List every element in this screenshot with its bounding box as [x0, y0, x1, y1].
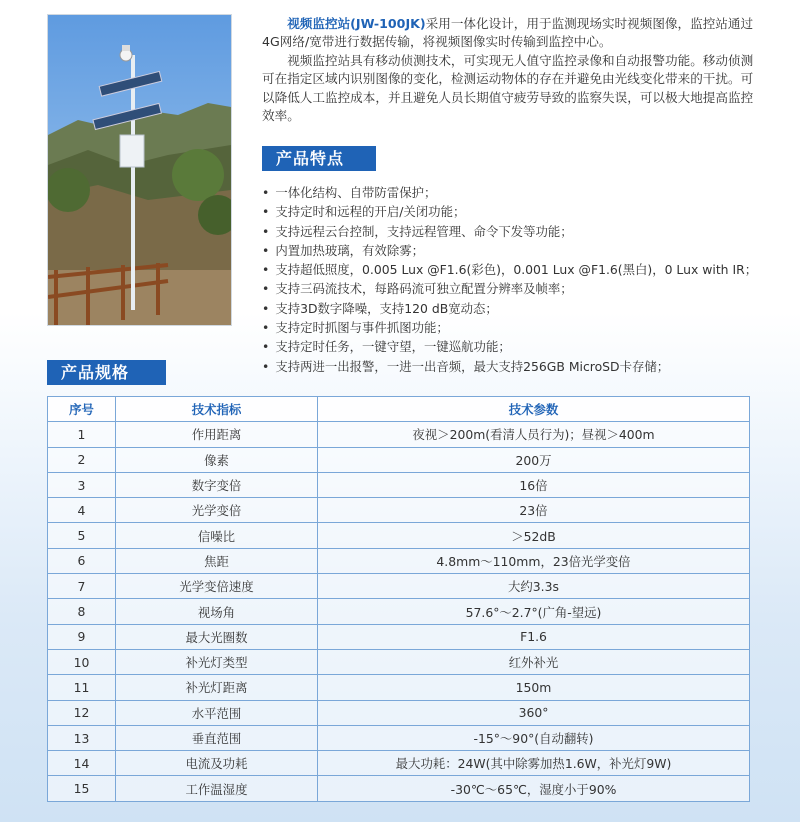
cell-indicator: 水平范围 — [116, 700, 318, 725]
feature-list — [262, 183, 782, 376]
cell-parameter: 红外补光 — [318, 649, 750, 674]
cell-index: 7 — [48, 574, 116, 599]
cell-indicator: 电流及功耗 — [116, 751, 318, 776]
table-row — [48, 624, 750, 649]
table-row — [48, 548, 750, 573]
product-name: 视频监控站(JW-100JK) — [287, 16, 426, 31]
cell-parameter: 夜视＞200m(看清人员行为)；昼视＞400m — [318, 422, 750, 447]
intro-paragraph-2: 视频监控站具有移动侦测技术，可实现无人值守监控录像和自动报警功能。移动侦测可在指定区域内识别图像的变化，检测运动物体的存在并避免由光线变化带来的干扰。可以降低人工监控成本，并且避免人员长期值守疲劳导致的监察失误，可以极大地提高监控效率。 — [262, 52, 754, 124]
cell-parameter: 200万 — [318, 447, 750, 472]
cell-parameter: 23倍 — [318, 498, 750, 523]
cell-indicator: 焦距 — [116, 548, 318, 573]
feature-item: • 一体化结构、自带防雷保护； — [262, 183, 782, 202]
cell-indicator: 补光灯类型 — [116, 649, 318, 674]
feature-item: • 支持超低照度，0.005 Lux @F1.6(彩色)，0.001 Lux @F1.6(黑白)，0 Lux with IR； — [262, 260, 782, 279]
table-row — [48, 649, 750, 674]
cell-parameter: -30℃～65℃，湿度小于90% — [318, 776, 750, 801]
table-row — [48, 447, 750, 472]
cell-indicator: 信噪比 — [116, 523, 318, 548]
cell-parameter: 360° — [318, 700, 750, 725]
table-row — [48, 498, 750, 523]
table-row — [48, 574, 750, 599]
table-row — [48, 700, 750, 725]
table-row — [48, 422, 750, 447]
cell-index: 13 — [48, 725, 116, 750]
intro-paragraph-1 — [262, 15, 762, 52]
cell-index: 6 — [48, 548, 116, 573]
feature-item: • 支持两进一出报警，一进一出音频，最大支持256GB MicroSD卡存储； — [262, 357, 782, 376]
cell-index: 14 — [48, 751, 116, 776]
feature-item: • 支持远程云台控制，支持远程管理、命令下发等功能； — [262, 222, 782, 241]
feature-item: • 支持3D数字降噪，支持120 dB宽动态； — [262, 299, 782, 318]
cell-index: 8 — [48, 599, 116, 624]
cell-index: 3 — [48, 472, 116, 497]
feature-item: • 支持定时和远程的开启/关闭功能； — [262, 202, 782, 221]
cell-parameter: 150m — [318, 675, 750, 700]
cell-indicator: 数字变倍 — [116, 472, 318, 497]
table-row — [48, 776, 750, 801]
cell-parameter: 最大功耗：24W(其中除雾加热1.6W，补光灯9W) — [318, 751, 750, 776]
feature-item: • 支持定时任务，一键守望，一键巡航功能； — [262, 337, 782, 356]
cell-index: 2 — [48, 447, 116, 472]
features-title: 产品特点 — [262, 146, 376, 171]
header-parameter: 技术参数 — [318, 397, 750, 422]
cell-indicator: 光学变倍 — [116, 498, 318, 523]
intro-paragraph-1-text: 采用一体化设计，用于监测现场实时视频图像，监控站通过4G网络/宽带进行数据传输，将视频图像实时传输到监控中心。 — [262, 16, 754, 50]
cell-parameter: ＞52dB — [318, 523, 750, 548]
cell-parameter: 16倍 — [318, 472, 750, 497]
table-row — [48, 599, 750, 624]
table-row — [48, 725, 750, 750]
table-row — [48, 523, 750, 548]
table-row — [48, 472, 750, 497]
cell-parameter: F1.6 — [318, 624, 750, 649]
cell-index: 5 — [48, 523, 116, 548]
table-row — [48, 751, 750, 776]
cell-index: 1 — [48, 422, 116, 447]
header-indicator: 技术指标 — [116, 397, 318, 422]
cell-index: 12 — [48, 700, 116, 725]
cell-indicator: 最大光圈数 — [116, 624, 318, 649]
intro-text — [262, 15, 762, 125]
spec-table — [47, 396, 750, 802]
table-row — [48, 675, 750, 700]
cell-parameter: 4.8mm～110mm，23倍光学变倍 — [318, 548, 750, 573]
cell-index: 4 — [48, 498, 116, 523]
cell-index: 11 — [48, 675, 116, 700]
cell-index: 9 — [48, 624, 116, 649]
cell-indicator: 像素 — [116, 447, 318, 472]
cell-parameter: 大约3.3s — [318, 574, 750, 599]
feature-item: • 内置加热玻璃，有效除雾； — [262, 241, 782, 260]
cell-indicator: 补光灯距离 — [116, 675, 318, 700]
cell-index: 15 — [48, 776, 116, 801]
product-photo — [47, 14, 232, 326]
table-header-row — [48, 397, 750, 422]
feature-item: • 支持三码流技术，每路码流可独立配置分辨率及帧率； — [262, 279, 782, 298]
cell-indicator: 视场角 — [116, 599, 318, 624]
cell-indicator: 作用距离 — [116, 422, 318, 447]
cell-parameter: 57.6°～2.7°(广角-望远) — [318, 599, 750, 624]
feature-item: • 支持定时抓图与事件抓图功能； — [262, 318, 782, 337]
spec-title: 产品规格 — [47, 360, 166, 385]
cell-indicator: 光学变倍速度 — [116, 574, 318, 599]
header-index: 序号 — [48, 397, 116, 422]
cell-indicator: 工作温湿度 — [116, 776, 318, 801]
cell-parameter: -15°～90°(自动翻转) — [318, 725, 750, 750]
cell-index: 10 — [48, 649, 116, 674]
cell-indicator: 垂直范围 — [116, 725, 318, 750]
